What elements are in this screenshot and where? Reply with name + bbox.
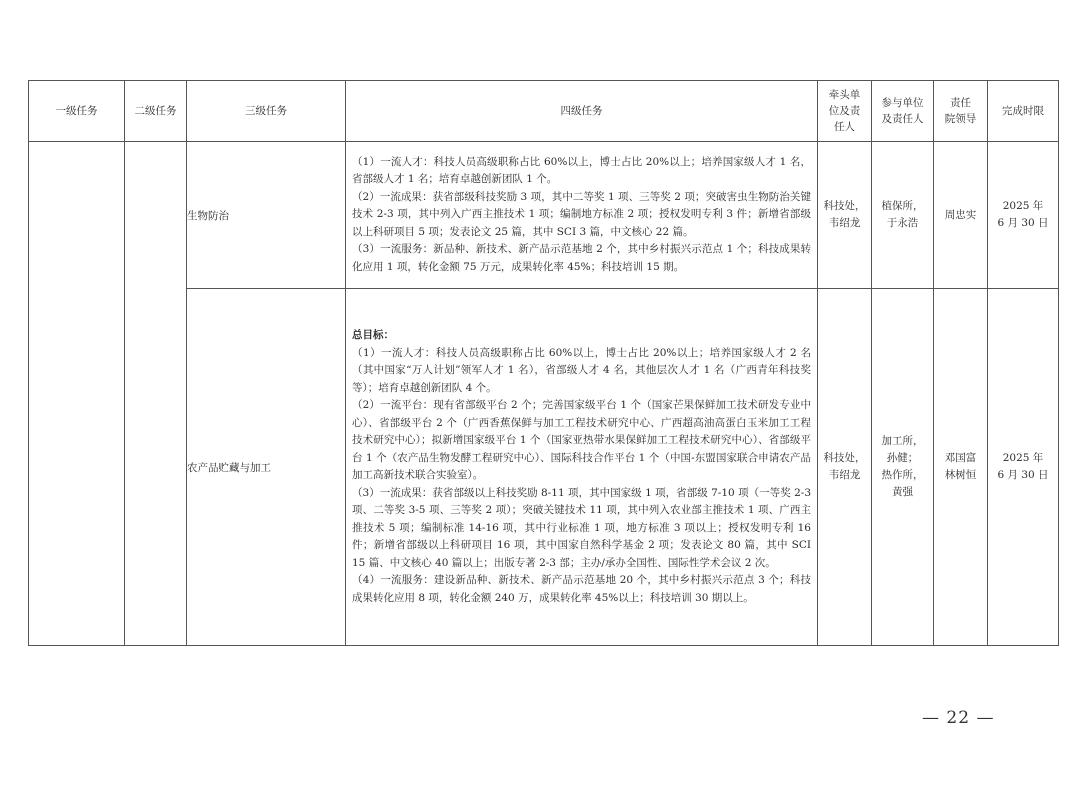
participant-person-line: 于永浩 <box>886 217 919 229</box>
tier1-cell <box>29 142 125 646</box>
task-line: （3）一流服务：新品种、新技术、新产品示范基地 2 个，其中乡村振兴示范点 1 个；科技成果转化应用 1 项，转化金额 75 万元，成果转化率 45%；科技培训 15 期。 <box>352 243 811 273</box>
header-participants-line: 及责任人 <box>881 113 924 125</box>
deadline-date: 6 月 30 日 <box>997 469 1049 481</box>
deadline-year: 2025 年 <box>1002 200 1044 212</box>
leader-cell <box>934 289 988 646</box>
header-leader-line: 责任 <box>950 97 971 109</box>
task-line: （3）一流成果：获省部级以上科技奖励 8-11 项，其中国家级 1 项，省部级 7-10 项（一等奖 2-3 项、二等奖 3-5 项、三等奖 2 项）；突破关键技术 11 项，其中列入农业部主推技术 1 项、广西主推技术 5 项；编制标准 14-16 项，其中行业标准 1 项，地方标准 3 项以上；授权发明专利 16 件；新增省部级以上科研项目 16 项，其中国家自然科学基金 2 项；发表论文 80 篇，其中 SCI 15 篇、中文核心 40 篇以上；出版专著 2-3 部；主办/承办全国性、国际性学术会议 2 次。 <box>352 486 811 569</box>
participants-cell <box>872 289 934 646</box>
participant-unit-line: 植保所， <box>881 200 924 212</box>
leader-cell: 周忠实 <box>934 142 988 289</box>
table-row <box>29 142 1059 289</box>
tier4-cell <box>346 142 818 289</box>
participant-person-line: 孙健； <box>886 452 919 464</box>
header-leader-line: 院领导 <box>944 113 977 125</box>
participant-unit-line: 加工所， <box>881 435 924 447</box>
header-tier1: 一级任务 <box>29 81 125 142</box>
header-participants-line: 参与单位 <box>881 97 924 109</box>
deadline-cell <box>988 142 1059 289</box>
tier2-cell <box>125 142 187 646</box>
participant-unit-line: 热作所， <box>881 469 924 481</box>
header-tier3: 三级任务 <box>187 81 346 142</box>
header-tier2: 二级任务 <box>125 81 187 142</box>
deadline-cell <box>988 289 1059 646</box>
task-table <box>28 80 1059 646</box>
header-lead-line: 任人 <box>834 121 855 133</box>
task-line: （1）一流人才：科技人员高级职称占比 60%以上，博士占比 20%以上；培养国家级人才 2 名（其中国家“万人计划”领军人才 1 名），省部级人才 4 名，其他层次人才 1 名（广西青年科技奖等）；培育卓越创新团队 4 个。 <box>352 346 811 394</box>
header-leader <box>934 81 988 142</box>
task-line: （2）一流平台：现有省部级平台 2 个；完善国家级平台 1 个（国家芒果保鲜加工技术研发专业中心）、省部级平台 2 个（广西香蕉保鲜与加工工程技术研究中心、广西超高油高蛋白玉米加工工程技术研究中心）；拟新增国家级平台 1 个（国家亚热带水果保鲜加工工程技术研究中心）、省部级平台 1 个（农产品生物发酵工程研究中心）、国际科技合作平台 1 个（中国-东盟国家联合申请农产品加工高新技术联合实验室）。 <box>352 399 811 481</box>
deadline-date: 6 月 30 日 <box>997 217 1049 229</box>
tier4-cell <box>346 289 818 646</box>
deadline-year: 2025 年 <box>1002 452 1044 464</box>
header-deadline: 完成时限 <box>988 81 1059 142</box>
tier3-cell: 农产品贮藏与加工 <box>187 289 346 646</box>
lead-unit-cell <box>818 142 872 289</box>
lead-person-line: 韦绍龙 <box>828 469 861 481</box>
leader-line: 邓国富 <box>944 452 977 464</box>
header-lead-line: 位及责 <box>828 105 861 117</box>
header-lead-line: 牵头单 <box>828 89 861 101</box>
participants-cell <box>872 142 934 289</box>
lead-unit-cell <box>818 289 872 646</box>
header-tier4: 四级任务 <box>346 81 818 142</box>
header-lead-unit <box>818 81 872 142</box>
tier3-cell: 生物防治 <box>187 142 346 289</box>
table-header-row <box>29 81 1059 142</box>
participant-person-line: 黄强 <box>892 486 913 498</box>
lead-unit-line: 科技处， <box>823 452 866 464</box>
lead-unit-line: 科技处， <box>823 200 866 212</box>
goal-heading: 总目标： <box>352 329 394 341</box>
task-line: （1）一流人才：科技人员高级职称占比 60%以上，博士占比 20%以上；培养国家级人才 1 名，省部级人才 1 名；培育卓越创新团队 1 个。 <box>352 155 811 186</box>
lead-person-line: 韦绍龙 <box>828 217 861 229</box>
task-line: （2）一流成果：获省部级科技奖励 3 项，其中二等奖 1 项、三等奖 2 项；突破害虫生物防治关键技术 2-3 项，其中列入广西主推技术 1 项；编制地方标准 2 项；授权发明专利 3 件；新增省部级以上科研项目 5 项；发表论文 25 篇，其中 SCI 3 篇，中文核心 22 篇。 <box>352 190 811 238</box>
task-line: （4）一流服务：建设新品种、新技术、新产品示范基地 20 个，其中乡村振兴示范点 3 个；科技成果转化应用 8 项，转化金额 240 万，成果转化率 45%以上；科技培训 30 期以上。 <box>352 574 811 604</box>
header-participants <box>872 81 934 142</box>
leader-line: 林树恒 <box>944 469 977 481</box>
page-number: — 22 — <box>922 708 995 728</box>
